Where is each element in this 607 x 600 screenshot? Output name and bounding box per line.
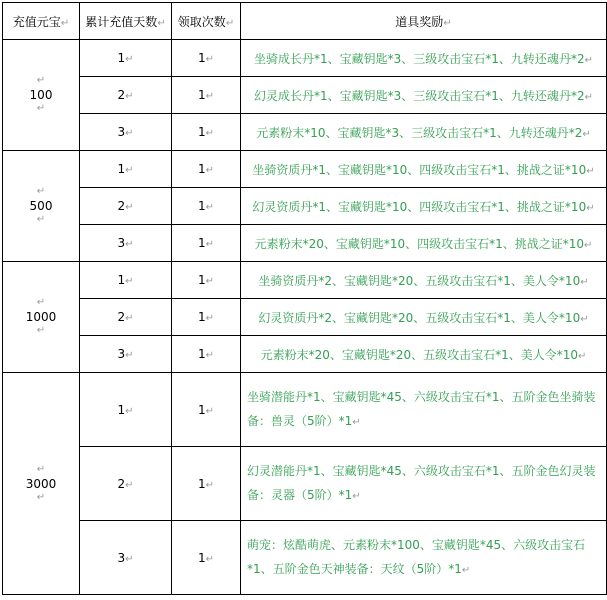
count-cell: 1↵: [172, 262, 241, 299]
table-row: [3, 114, 607, 151]
amount-cell: ↵ 3000 ↵: [3, 373, 80, 595]
count-cell: 1↵: [172, 521, 241, 595]
amount-cell: ↵ 100 ↵: [3, 40, 80, 151]
day-cell: 3↵: [80, 114, 172, 151]
day-cell: 3↵: [80, 336, 172, 373]
day-cell: 3↵: [80, 521, 172, 595]
table-row: [3, 447, 607, 521]
count-cell: 1↵: [172, 151, 241, 188]
table-row: [3, 336, 607, 373]
table-row: [3, 188, 607, 225]
count-cell: 1↵: [172, 336, 241, 373]
table-row: [3, 40, 607, 77]
header-count: 领取次数↵: [172, 3, 241, 40]
day-cell: 3↵: [80, 225, 172, 262]
count-cell: 1↵: [172, 114, 241, 151]
header-row: [3, 3, 607, 40]
day-cell: 1↵: [80, 262, 172, 299]
header-days: 累计充值天数↵: [80, 3, 172, 40]
reward-cell: 萌宠：炫酷萌虎、元素粉末*100、宝藏钥匙*45、六级攻击宝石*1、五阶金色天神装备：天纹（5阶）*1↵: [241, 521, 607, 595]
reward-cell: 元素粉末*20、宝藏钥匙*20、五级攻击宝石*1、美人令*10↵: [241, 336, 607, 373]
day-cell: 1↵: [80, 373, 172, 447]
table-row: [3, 262, 607, 299]
count-cell: 1↵: [172, 225, 241, 262]
day-cell: 1↵: [80, 151, 172, 188]
reward-cell: 幻灵资质丹*1、宝藏钥匙*10、四级攻击宝石*1、挑战之证*10↵: [241, 188, 607, 225]
reward-cell: 元素粉末*20、宝藏钥匙*10、四级攻击宝石*1、挑战之证*10↵: [241, 225, 607, 262]
header-amount: 充值元宝↵: [3, 3, 80, 40]
table-row: [3, 151, 607, 188]
reward-cell: 幻灵资质丹*2、宝藏钥匙*20、五级攻击宝石*1、美人令*10↵: [241, 299, 607, 336]
table-row: [3, 373, 607, 447]
table-row: [3, 299, 607, 336]
count-cell: 1↵: [172, 447, 241, 521]
table-row: [3, 225, 607, 262]
reward-cell: 坐骑资质丹*2、宝藏钥匙*20、五级攻击宝石*1、美人令*10↵: [241, 262, 607, 299]
day-cell: 2↵: [80, 188, 172, 225]
table-row: [3, 521, 607, 595]
table-row: [3, 77, 607, 114]
recharge-reward-table: [2, 2, 607, 595]
day-cell: 1↵: [80, 40, 172, 77]
header-reward: 道具奖励↵: [241, 3, 607, 40]
day-cell: 2↵: [80, 447, 172, 521]
reward-cell: 幻灵潜能丹*1、宝藏钥匙*45、六级攻击宝石*1、五阶金色幻灵装备：灵器（5阶）*1↵: [241, 447, 607, 521]
count-cell: 1↵: [172, 299, 241, 336]
amount-cell: ↵ 1000 ↵: [3, 262, 80, 373]
day-cell: 2↵: [80, 77, 172, 114]
count-cell: 1↵: [172, 77, 241, 114]
reward-cell: 元素粉末*10、宝藏钥匙*3、三级攻击宝石*1、九转还魂丹*2↵: [241, 114, 607, 151]
reward-cell: 坐骑成长丹*1、宝藏钥匙*3、三级攻击宝石*1、九转还魂丹*2↵: [241, 40, 607, 77]
reward-cell: 坐骑潜能丹*1、宝藏钥匙*45、六级攻击宝石*1、五阶金色坐骑装备：兽灵（5阶）*1↵: [241, 373, 607, 447]
count-cell: 1↵: [172, 373, 241, 447]
reward-cell: 坐骑资质丹*1、宝藏钥匙*10、四级攻击宝石*1、挑战之证*10↵: [241, 151, 607, 188]
count-cell: 1↵: [172, 188, 241, 225]
reward-cell: 幻灵成长丹*1、宝藏钥匙*3、三级攻击宝石*1、九转还魂丹*2↵: [241, 77, 607, 114]
day-cell: 2↵: [80, 299, 172, 336]
count-cell: 1↵: [172, 40, 241, 77]
amount-cell: ↵ 500 ↵: [3, 151, 80, 262]
